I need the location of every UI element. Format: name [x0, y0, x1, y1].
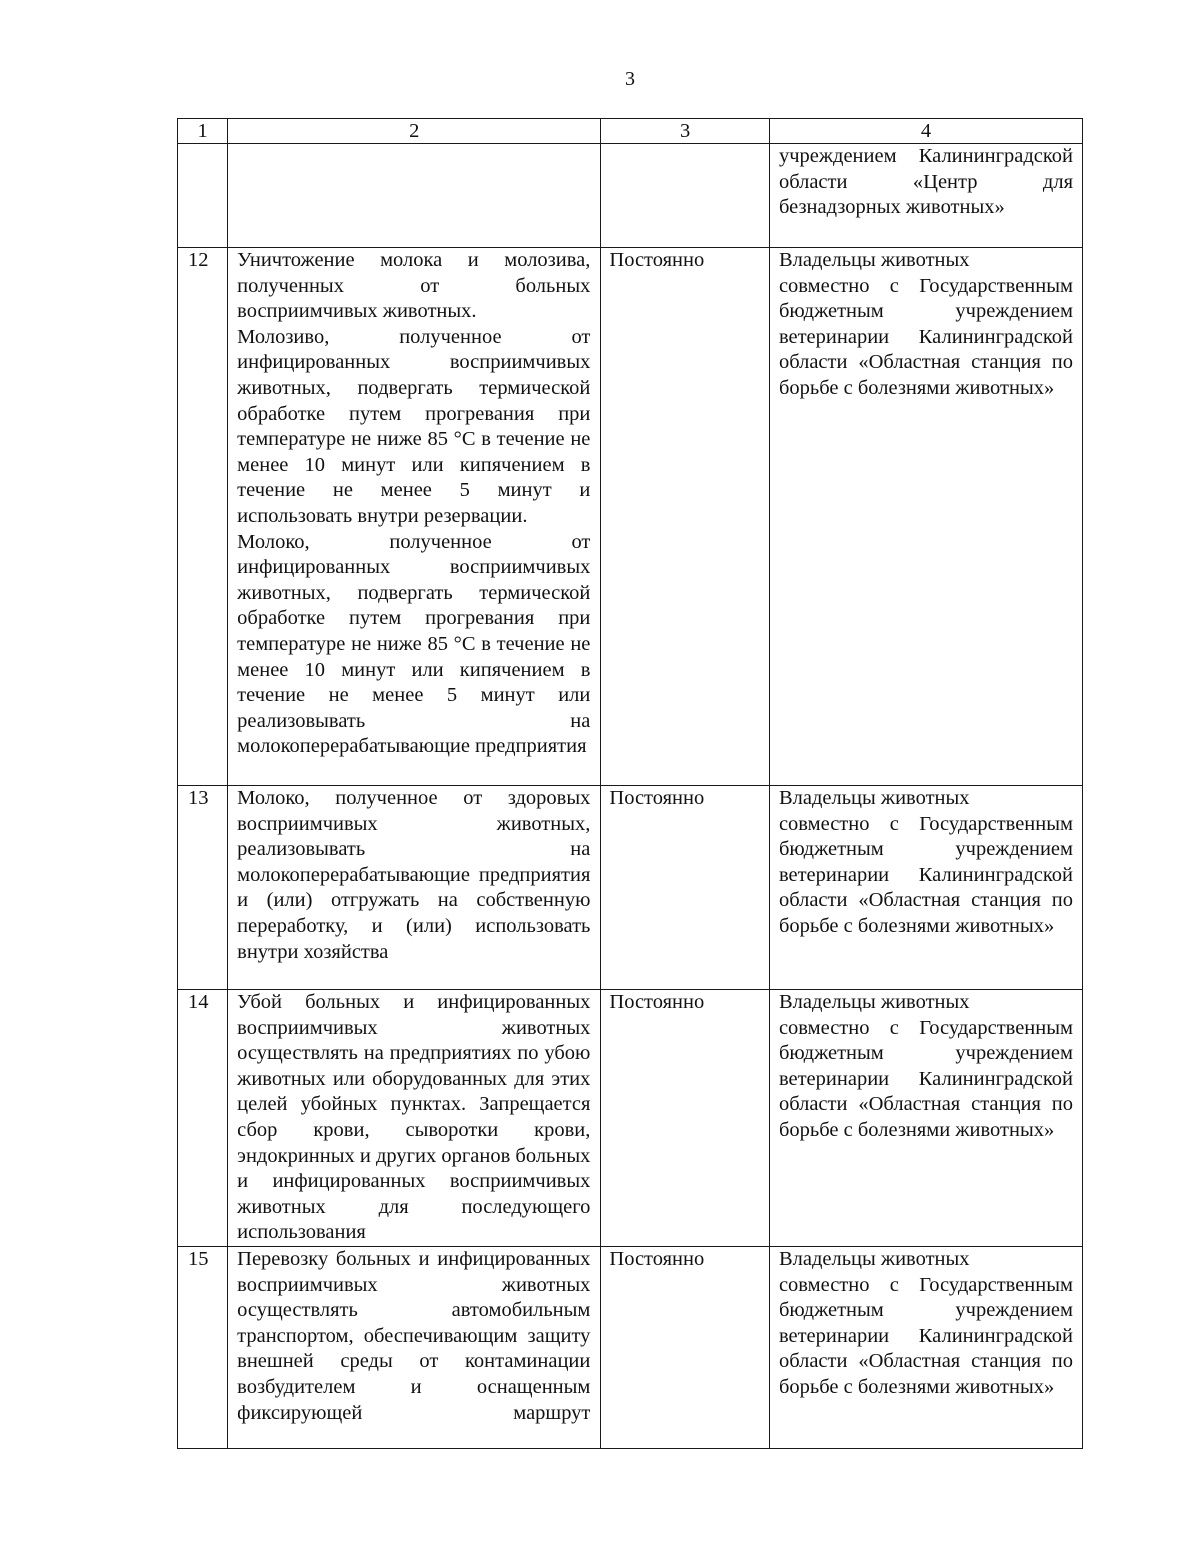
responsible-cell	[769, 990, 1082, 1247]
responsible-owner: Владельцы животных	[778, 1247, 970, 1270]
header-col-2: 2	[228, 119, 601, 144]
action-paragraph: Молоко, полученное от инфицированных восприимчивых животных, подвергать термической обработке путем прогревания при температуре не ниже 85 °C в течение не менее 10 минут или кипячением в течение не менее 5 минут или реализовывать на молокоперерабатывающие предприятия	[237, 530, 591, 758]
responsible-text: совместно с Государственным бюджетным учреждением ветеринарии Калининградской области «Областная станция по борьбе с болезнями животных»	[778, 812, 1073, 937]
responsible-text: совместно с Государственным бюджетным учреждением ветеринарии Калининградской области «Областная станция по борьбе с болезнями животных»	[778, 1273, 1073, 1398]
action-paragraph: Молозиво, полученное от инфицированных восприимчивых животных, подвергать термической обработке путем прогревания при температуре не ниже 85 °C в течение не менее 10 минут или кипячением в течение не менее 5 минут и использовать внутри резервации.	[237, 325, 591, 527]
row-number: 15	[178, 1246, 228, 1448]
table-header-row	[178, 119, 1083, 144]
responsible-cell	[769, 786, 1082, 990]
responsible-text: совместно с Государственным бюджетным учреждением ветеринарии Калининградской области «Областная станция по борьбе с болезнями животных»	[778, 1016, 1073, 1141]
action-cell	[228, 990, 601, 1247]
table-row	[178, 1246, 1083, 1448]
action-cell	[228, 786, 601, 990]
responsible-text: совместно с Государственным бюджетным учреждением ветеринарии Калининградской области «Областная станция по борьбе с болезнями животных»	[778, 274, 1073, 399]
responsible-owner: Владельцы животных	[778, 787, 970, 809]
term-cell: Постоянно	[601, 248, 770, 786]
action-paragraph: Уничтожение молока и молозива, полученных от больных восприимчивых животных.	[237, 249, 591, 323]
table-row	[178, 990, 1083, 1247]
row-number: 12	[178, 248, 228, 786]
responsible-cell	[769, 1246, 1082, 1448]
action-cell	[228, 144, 601, 248]
term-cell: Постоянно	[601, 1246, 770, 1448]
action-cell	[228, 1246, 601, 1448]
term-cell	[601, 144, 770, 248]
action-paragraph: Молоко, полученное от здоровых восприимчивых животных, реализовывать на молокоперерабатывающие предприятия и (или) отгружать на собственную переработку, и (или) использовать внутри хозяйства	[237, 787, 591, 963]
measures-table	[177, 118, 1083, 1449]
table-row	[178, 144, 1083, 248]
action-paragraph: Перевозку больных и инфицированных восприимчивых животных осуществлять автомобильным транспортом, обеспечивающим защиту внешней среды от контаминации возбудителем и оснащенным фиксирующей маршрут	[237, 1247, 591, 1424]
table-row	[178, 248, 1083, 786]
action-paragraph: Убой больных и инфицированных восприимчивых животных осуществлять на предприятиях по убою животных или оборудованных для этих целей убойных пунктах. Запрещается сбор крови, сыворотки крови, эндокринных и других органов больных и инфицированных восприимчивых животных для последующего использования	[237, 991, 591, 1244]
header-col-1: 1	[178, 119, 228, 144]
page-number: 3	[625, 68, 635, 90]
responsible-owner: Владельцы животных	[778, 249, 970, 271]
term-cell: Постоянно	[601, 990, 770, 1247]
header-col-4: 4	[769, 119, 1082, 144]
responsible-cell	[769, 144, 1082, 248]
row-number: 14	[178, 990, 228, 1247]
table-row	[178, 786, 1083, 990]
responsible-cell	[769, 248, 1082, 786]
term-cell: Постоянно	[601, 786, 770, 990]
header-col-3: 3	[601, 119, 770, 144]
responsible-text: учреждением Калининградской области «Центр для безнадзорных животных»	[778, 145, 1073, 219]
row-number: 13	[178, 786, 228, 990]
action-cell	[228, 248, 601, 786]
responsible-owner: Владельцы животных	[778, 991, 970, 1013]
row-number	[178, 144, 228, 248]
